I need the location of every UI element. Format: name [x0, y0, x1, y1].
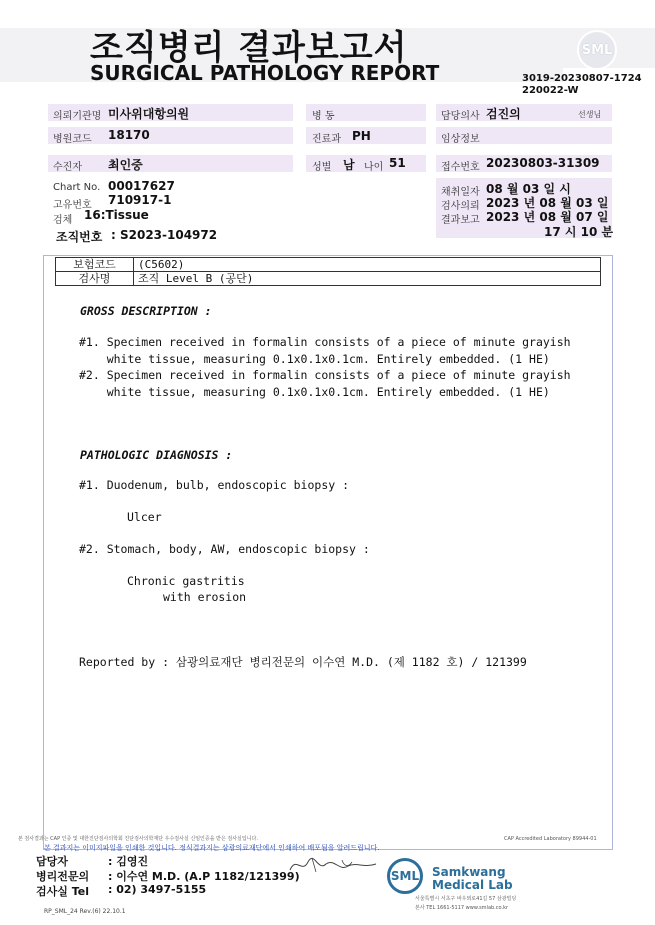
receipt-no-label: 접수번호 [441, 162, 480, 173]
sex-label: 성별 [312, 162, 332, 173]
patient-label: 수진자 [53, 162, 82, 173]
unique-no-value: 710917-1 [108, 193, 172, 207]
hospital-code-value: 18170 [108, 128, 150, 142]
unique-no-label: 고유번호 [53, 200, 92, 211]
insurance-table [55, 257, 601, 286]
request-date-value: 2023 년 08 월 03 일 [486, 196, 609, 210]
insurance-code-label: 보험코드 [56, 258, 134, 272]
pathologist-value: : 이수연 M.D. (A.P 1182/121399) [108, 870, 300, 883]
sml-footer-logo [387, 858, 423, 894]
pathologist-signature [282, 852, 382, 878]
lab-tel-label: 검사실 Tel [36, 885, 89, 898]
tissue-no-label: 조직번호 [56, 230, 103, 244]
sml-footer-logo-text: SML [390, 869, 420, 883]
accreditation-note: 본 검사결과는 CAP 인증 및 대한진단검사의학회 진단검사의학재단 우수검사실 신임인증을 받은 검사실입니다. [18, 836, 258, 842]
table-row [56, 272, 601, 286]
department-value: PH [352, 129, 371, 143]
company-tel: 본사 TEL 1661-5117 www.smlab.co.kr [415, 905, 509, 911]
insurance-code-value: (C5602) [134, 258, 601, 272]
company-name-line2: Medical Lab [432, 878, 513, 892]
lab-tel-value: : 02) 3497-5155 [108, 883, 207, 896]
company-name [432, 866, 513, 892]
diagnosis-2-result-detail: with erosion [163, 590, 247, 604]
collect-date-value: 08 월 03 일 시 [486, 182, 571, 196]
sml-logo-text: SML [581, 43, 613, 58]
company-name-line1: Samkwang [432, 865, 506, 879]
receipt-no-value: 20230803-31309 [486, 156, 600, 170]
age-value: 51 [389, 156, 406, 170]
request-org-value: 미사위대항의원 [108, 107, 190, 121]
gross-line: #2. Specimen received in formalin consists of a piece of minute grayish [79, 368, 571, 382]
hospital-code-label: 병원코드 [53, 134, 92, 145]
gross-description-body [79, 334, 571, 400]
report-id-line2: 220022-W [522, 85, 579, 96]
diagnosis-1-site: #1. Duodenum, bulb, endoscopic biopsy : [79, 478, 350, 492]
specimen-label: 검체 [53, 215, 73, 226]
ward-label: 병 동 [312, 111, 335, 122]
department-label: 진료과 [312, 134, 341, 145]
doctor-value: 검진의 [486, 107, 521, 121]
result-time-value: 17 시 10 분 [544, 225, 614, 239]
report-id-line1: 3019-20230807-1724 [522, 73, 642, 84]
chart-no-value: 00017627 [108, 179, 175, 193]
specimen-value: 16:Tissue [84, 208, 149, 222]
manager-value: : 김영진 [108, 855, 149, 868]
test-name-value: 조직 Level B (공단) [134, 272, 601, 286]
pathologist-label: 병리전문의 [36, 870, 90, 883]
form-code: RP_SML_24 Rev.(6) 22.10.1 [44, 908, 126, 915]
table-row [56, 258, 601, 272]
pathologic-diagnosis-title: PATHOLOGIC DIAGNOSIS : [80, 448, 233, 462]
doctor-label: 담당의사 [441, 111, 480, 122]
reported-by: Reported by : 삼광의료재단 병리전문의 이수연 M.D. (제 1182 호) / 121399 [79, 655, 527, 669]
gross-description-title: GROSS DESCRIPTION : [80, 304, 212, 318]
request-date-label: 검사의뢰 [441, 201, 480, 212]
doctor-suffix: 선생님 [578, 110, 602, 119]
gross-line: #1. Specimen received in formalin consists of a piece of minute grayish [79, 335, 571, 349]
report-title-korean: 조직병리 결과보고서 [90, 28, 408, 68]
patient-value: 최인중 [108, 158, 143, 172]
diagnosis-2-result: Chronic gastritis [127, 574, 245, 588]
sml-logo [577, 30, 617, 70]
diagnosis-1-result: Ulcer [127, 510, 162, 524]
age-label: 나이 [364, 162, 384, 173]
test-name-label: 검사명 [56, 272, 134, 286]
band-row3-left [48, 155, 293, 172]
diagnosis-2-site: #2. Stomach, body, AW, endoscopic biopsy : [79, 542, 370, 556]
report-id [522, 73, 642, 97]
result-date-label: 결과보고 [441, 215, 480, 226]
tissue-no-value: : S2023-104972 [111, 228, 218, 242]
gross-line: white tissue, measuring 0.1x0.1x0.1cm. Entirely embedded. (1 HE) [79, 351, 550, 366]
image-print-notice: 본 결과지는 이미지파일을 인쇄한 것입니다. 정식결과지는 삼광의료재단에서 인쇄하여 배포됨을 알려드립니다. [44, 844, 380, 852]
chart-no-label: Chart No. [53, 182, 101, 193]
clinical-info-label: 임상정보 [441, 134, 480, 145]
request-org-label: 의뢰기관명 [53, 111, 102, 122]
cap-accreditation: CAP Accredited Laboratory 89944-01 [504, 836, 597, 842]
manager-label: 담당자 [36, 855, 68, 868]
company-address: 서울특별시 서초구 바우뫼로41길 57 삼광빌딩 [415, 896, 517, 902]
sex-value: 남 [343, 158, 355, 172]
collect-date-label: 채취일자 [441, 187, 480, 198]
report-title-english: SURGICAL PATHOLOGY REPORT [90, 61, 440, 85]
gross-line: white tissue, measuring 0.1x0.1x0.1cm. Entirely embedded. (1 HE) [79, 384, 550, 399]
result-date-value: 2023 년 08 월 07 일 [486, 210, 609, 224]
